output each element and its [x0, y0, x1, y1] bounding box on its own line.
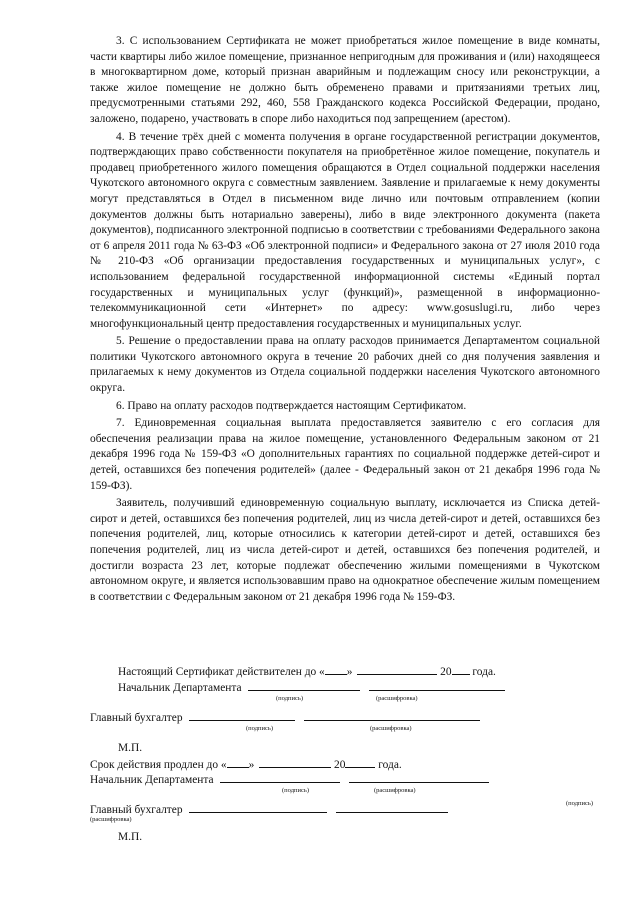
head-signature-field[interactable] [248, 680, 360, 691]
accountant-decode-field[interactable] [304, 710, 480, 721]
head-decode-caption-2: (расшифровка) [374, 787, 416, 794]
stamp-label-2: М.П. [118, 831, 143, 843]
head-decode-caption: (расшифровка) [376, 695, 418, 702]
accountant-signature-field-2[interactable] [189, 802, 327, 813]
head-signature-field-2[interactable] [220, 772, 340, 783]
month-field[interactable] [357, 664, 437, 675]
head-signature-row: Начальник Департамента [118, 680, 505, 695]
paragraph-4: 4. В течение трёх дней с момента получения в органе государственной регистрации документов, подтверждающих право собственности покупателя на приобретённое жилое помещение, покупатель и продавец приобретенного жилого помещения обращаются в Отдел социальной поддержки населения Чукотского автономного округа с совместным заявлением. Заявление и прилагаемые к нему документы могут представляться в Отдел в письменном виде лично или почтовым отправлением (копии документов должны быть нотариально заверены), либо в виде электронного документа (пакета документов), подписанного электронной подписью в соответствии с требованиями Федерального закона от 6 апреля 2011 года № 63-ФЗ «Об электронной подписи» и Федерального закона от 27 июля 2010 года № 210-ФЗ «Об организации предоставления государственных и муниципальных услуг», с использованием федеральной государственной информационной системы «Единый портал государственных и муниципальных услуг (функций)», размещенной в информационно-телекоммуникационной сети «Интернет» по адресу: www.gosuslugi.ru, либо через многофункциональный центр предоставления государственных и муниципальных услуг. [90, 130, 600, 330]
paragraph-7: 7. Единовременная социальная выплата предоставляется заявителю с его согласия для обеспечения реализации права на жилое помещение, установленного Федеральным законом от 21 декабря 1996 года № 159-ФЗ «О дополнительных гарантиях по социальной поддержке детей-сирот и детей, оставшихся без попечения родителей» (далее - Федеральный закон от 21 декабря 1996 года № 159-ФЗ). [90, 417, 600, 492]
paragraph-5: 5. Решение о предоставлении права на оплату расходов принимается Департаментом социальной политики Чукотского автономного округа в течение 20 рабочих дней со дня получения заявления и прилагаемых к нему документов из Отдела социальной поддержки населения Чукотского автономного округа. [90, 335, 600, 395]
ext-day-field[interactable] [227, 757, 249, 768]
accountant-decode-caption: (расшифровка) [370, 725, 412, 732]
accountant-sign-caption-2: (подпись) [566, 800, 593, 807]
accountant-signature-row: Главный бухгалтер [90, 710, 480, 725]
paragraph-3: 3. С использованием Сертификата не может приобретаться жилое помещение в виде комнаты, части квартиры либо жилое помещение, признанное непригодным для проживания и (или) находящееся в многоквартирном доме, который признан аварийным и подлежащим сносу или реконструкции, а также жилое помещение не должно быть обременено правами и притязаниями третьих лиц, предусмотренными статьями 292, 460, 558 Гражданского кодекса Российской Федерации, продано, заложено, подарено, участвовать в споре либо находиться под запрещением (арестом). [90, 35, 600, 125]
paragraph-6: 6. Право на оплату расходов подтверждается настоящим Сертификатом. [116, 399, 467, 412]
head-decode-field-2[interactable] [349, 772, 489, 783]
accountant-decode-caption-2: (расшифровка) [90, 816, 132, 823]
accountant-signature-row-2: Главный бухгалтер [90, 802, 448, 817]
accountant-sign-caption: (подпись) [246, 725, 273, 732]
extension-line: Срок действия продлен до « » 20 года. [90, 759, 402, 771]
ext-month-field[interactable] [259, 757, 331, 768]
ext-year-field[interactable] [345, 757, 375, 768]
document-body [90, 34, 600, 605]
head-decode-field[interactable] [369, 680, 505, 691]
head-sign-caption: (подпись) [276, 695, 303, 702]
head-signature-row-2: Начальник Департамента [90, 772, 489, 787]
day-field[interactable] [325, 664, 347, 675]
accountant-decode-field-2[interactable] [336, 802, 448, 813]
accountant-signature-field[interactable] [189, 710, 295, 721]
paragraph-applicant: Заявитель, получивший единовременную социальную выплату, исключается из Списка детей-сирот и детей, оставшихся без попечения родителей, лиц из числа детей-сирот и детей, оставшихся без попечения родителей, лиц, которые относились к категории детей-сирот и детей, оставшихся без попечения родителей, лиц из числа детей-сирот и детей, оставшихся без попечения родителей, и достигли возраста 23 лет, которые подлежат обеспечению жилыми помещениями в Чукотском автономном округе, и является использовавшим право на однократное обеспечение жилым помещением в соответствии с Федеральным законом от 21 декабря 1996 года № 159-ФЗ. [90, 497, 600, 603]
head-sign-caption-2: (подпись) [282, 787, 309, 794]
validity-line: Настоящий Сертификат действителен до « » 20 года. [118, 666, 496, 678]
year-field[interactable] [452, 664, 470, 675]
stamp-label-1: М.П. [118, 742, 143, 754]
